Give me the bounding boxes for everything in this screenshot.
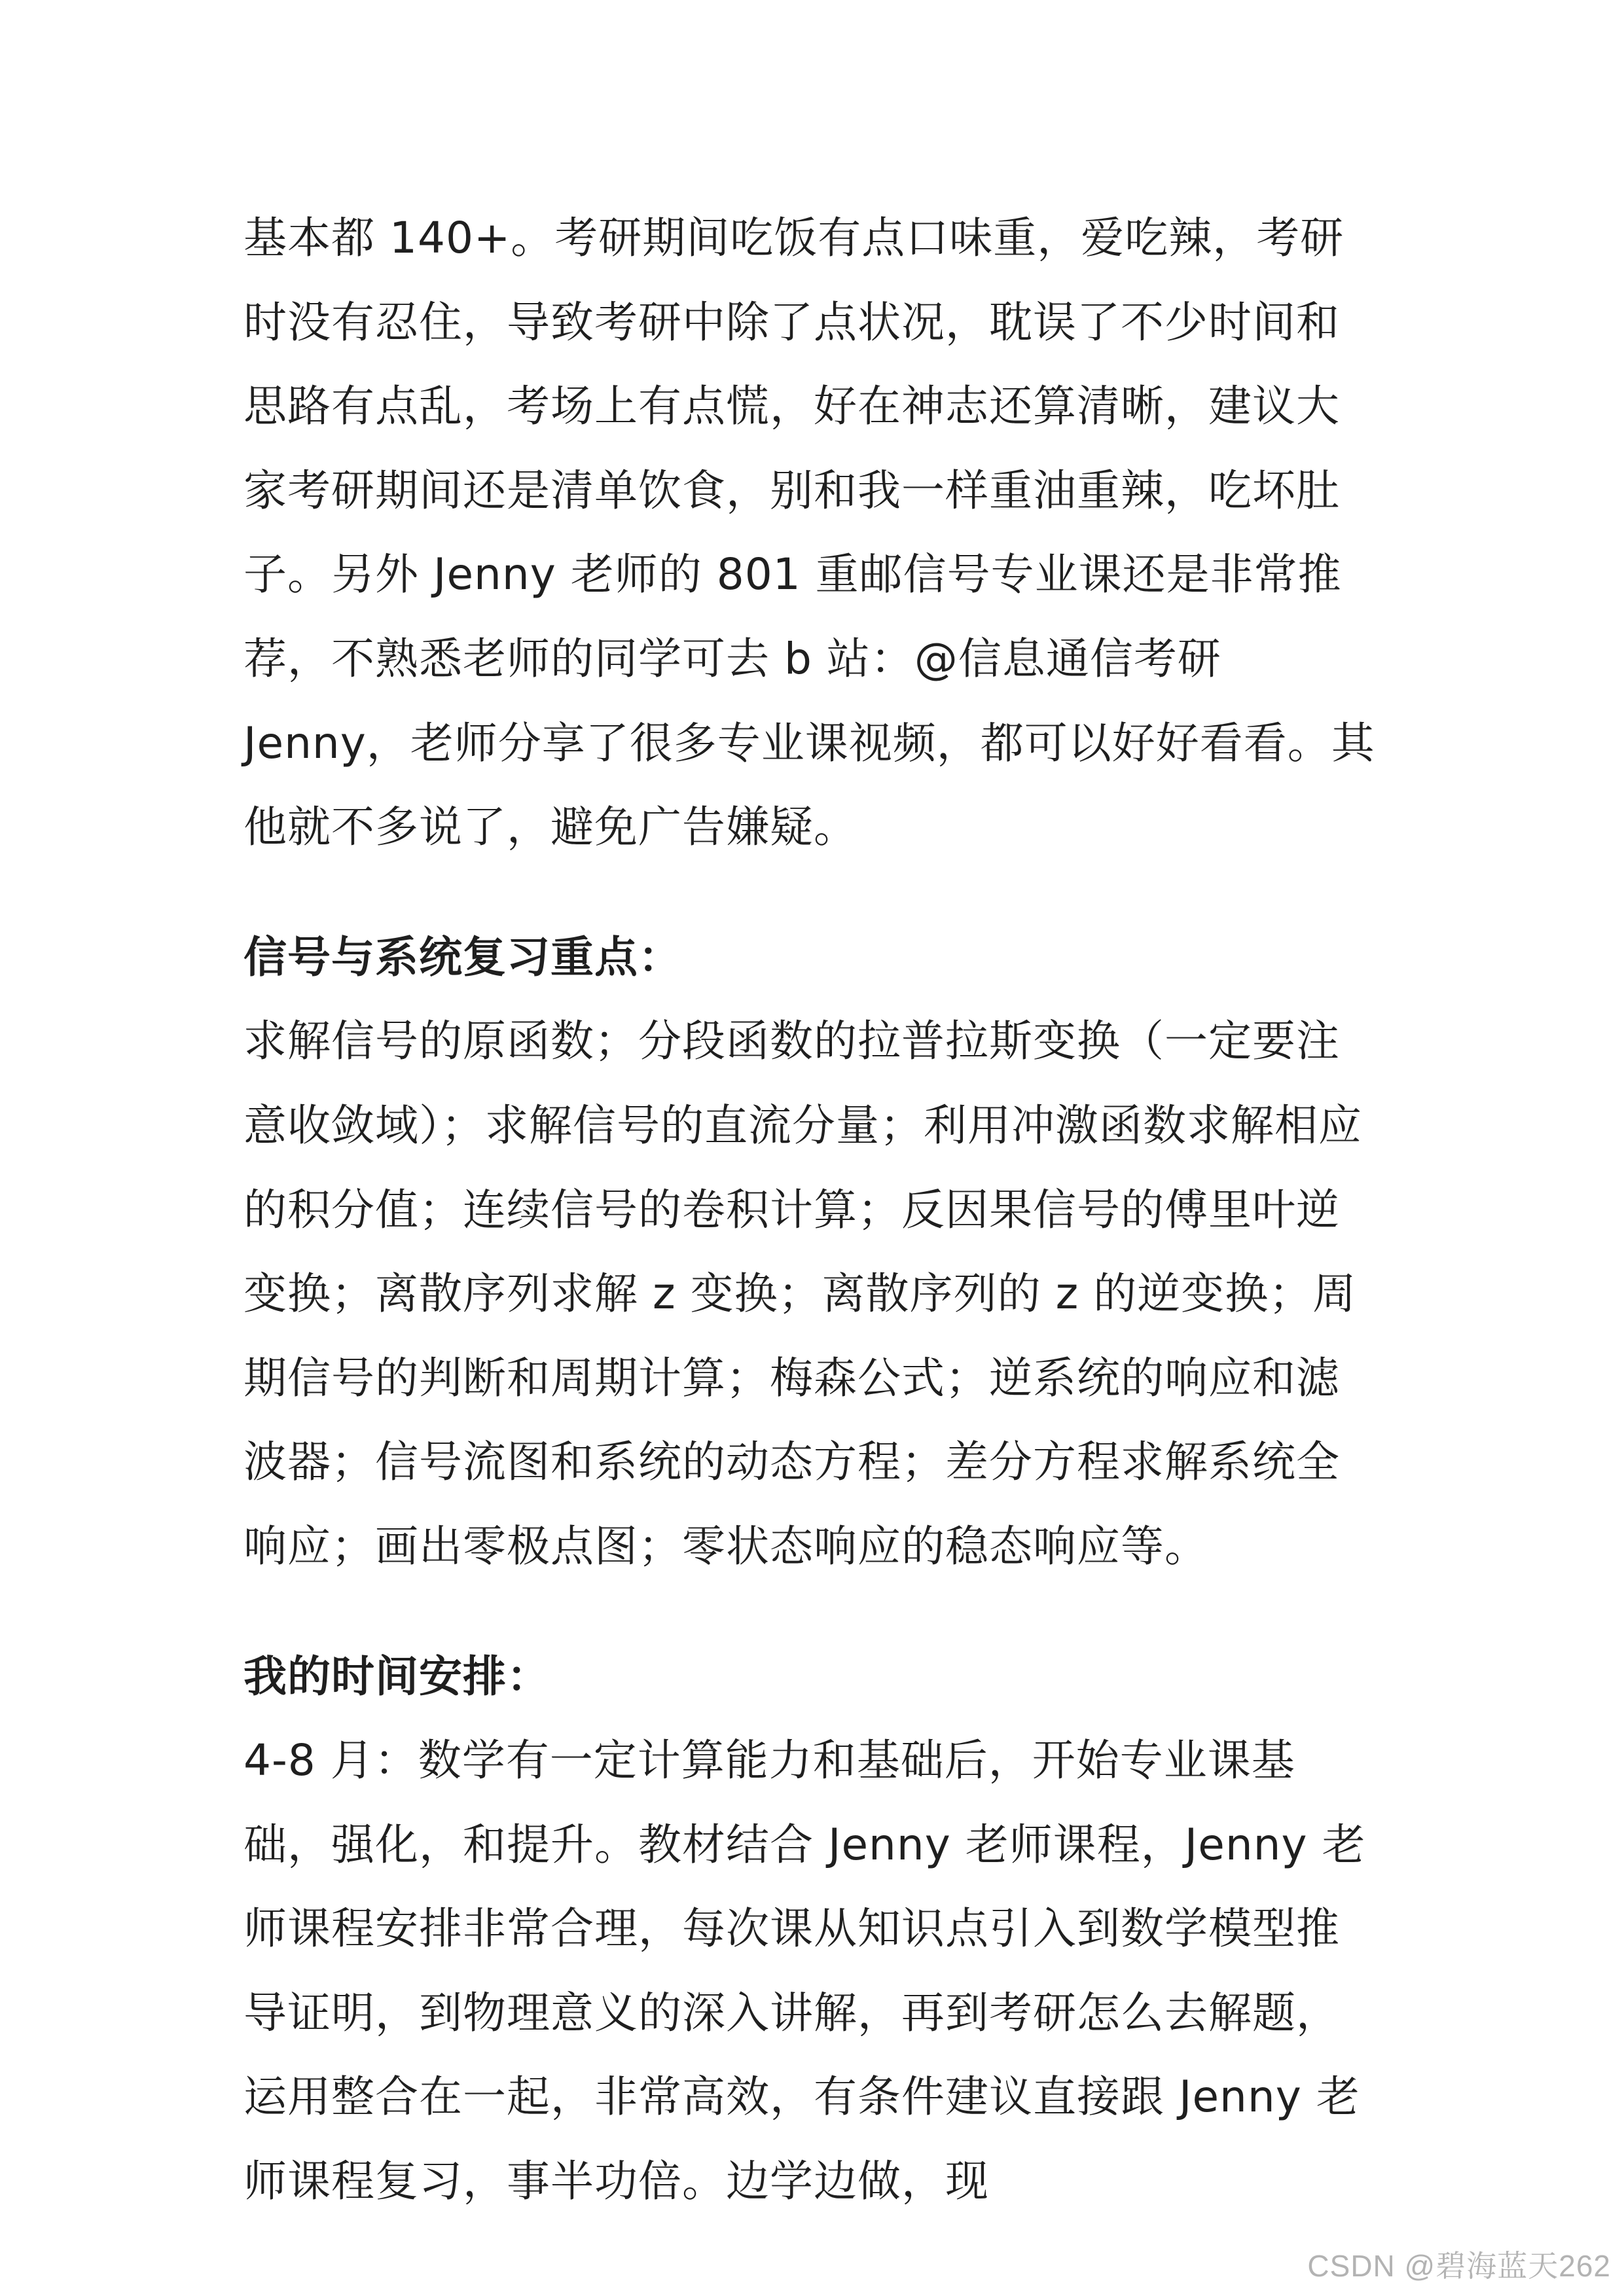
paragraph-schedule: 4-8 月：数学有一定计算能力和基础后，开始专业课基础，强化，和提升。教材结合 Jenny 老师课程，Jenny 老师课程安排非常合理，每次课从知识点引入到数学模型推导证明，到物理意义的深入讲解，再到考研怎么去解题，运用整合在一起，非常高效，有条件建议直接跟 Jenny 老师课程复习，事半功倍。边学边做，现 (244, 1735, 1366, 2207)
paragraph-exam-experience: 基本都 140+。考研期间吃饭有点口味重，爱吃辣，考研时没有忍住，导致考研中除了点状况，耽误了不少时间和思路有点乱，考场上有点慌，好在神志还算清晰，建议大家考研期间还是清单饮食，别和我一样重油重辣，吃坏肚子。另外 Jenny 老师的 801 重邮信号专业课还是非常推荐，不熟悉老师的同学可去 b 站：@信息通信考研 Jenny，老师分享了很多专业课视频，都可以好好看看。其他就不多说了，避免广告嫌疑。 (244, 213, 1375, 853)
csdn-watermark: CSDN @碧海蓝天262 (1307, 2249, 1611, 2283)
paragraph-review-points: 求解信号的原函数；分段函数的拉普拉斯变换（一定要注意收敛域）；求解信号的直流分量；利用冲激函数求解相应的积分值；连续信号的卷积计算；反因果信号的傅里叶逆变换；离散序列求解 z 变换；离散序列的 z 的逆变换；周期信号的判断和周期计算；梅森公式；逆系统的响应和滤波器；信号流图和系统的动态方程；差分方程求解系统全响应；画出零极点图；零状态响应的稳态响应等。 (244, 1016, 1362, 1571)
heading-review-points: 信号与系统复习重点： (244, 931, 682, 982)
document-body (244, 196, 1382, 2224)
heading-schedule: 我的时间安排： (244, 1651, 550, 1702)
